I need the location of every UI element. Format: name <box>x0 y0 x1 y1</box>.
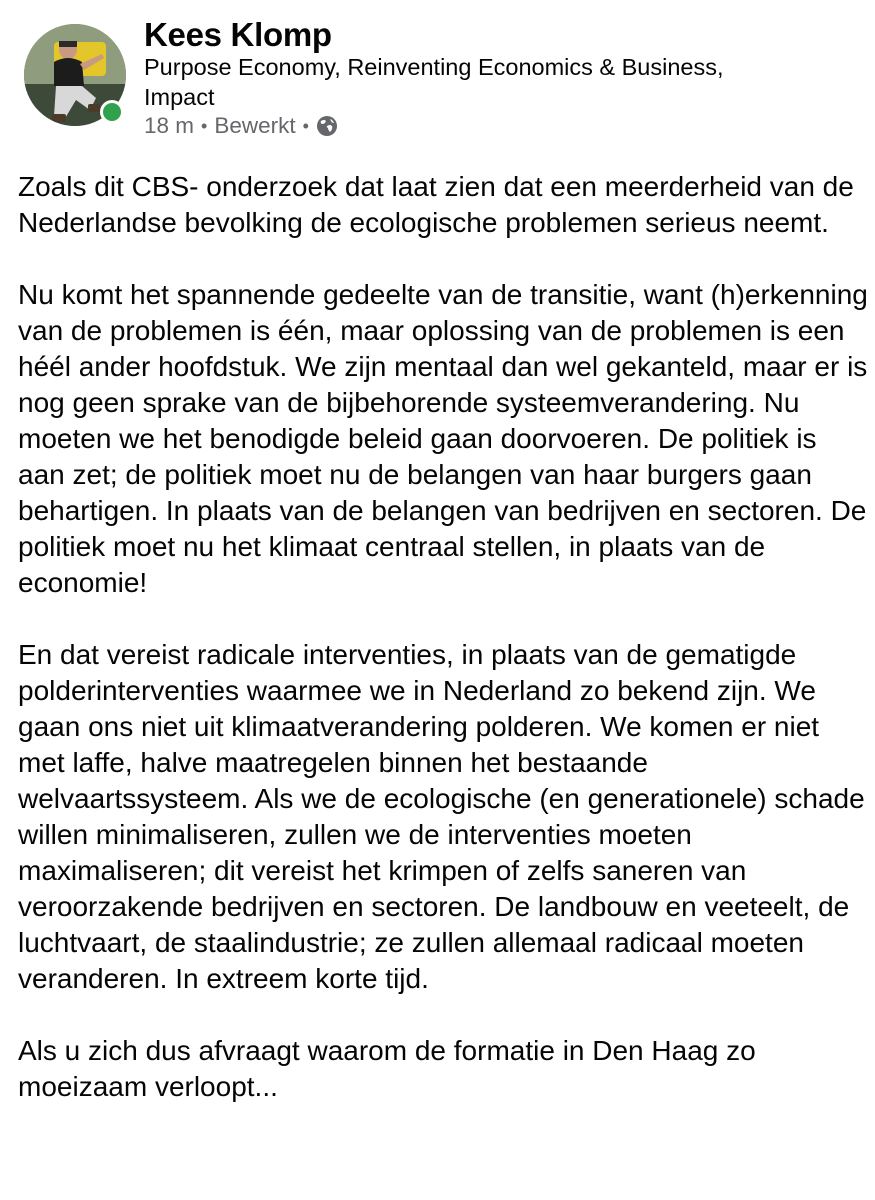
author-name[interactable]: Kees Klomp <box>144 16 332 53</box>
post-paragraph: Als u zich dus afvraagt waarom de formatie in Den Haag zo moeizaam verloopt... <box>18 1035 756 1102</box>
post-header <box>24 16 854 140</box>
post-paragraph: Zoals dit CBS- onderzoek dat laat zien dat een meerderheid van de Nederlandse bevolking de ecologische problemen serieus neemt. <box>18 171 854 238</box>
post-text <box>18 169 868 1105</box>
online-status-icon <box>100 100 124 124</box>
edited-label: Bewerkt <box>214 113 296 138</box>
meta-separator: • <box>201 115 208 136</box>
post-time[interactable]: 18 m <box>144 113 195 138</box>
post-paragraph: Nu komt het spannende gedeelte van de transitie, want (h)erkenning van de problemen is één, maar oplossing van de problemen is een héél ander hoofdstuk. We zijn mentaal dan wel gekanteld, maar er is nog geen sprake van de bijbehorende systeemverandering. Nu moeten we het benodigde beleid gaan doorvoeren. De politiek is aan zet; de politiek moet nu de belangen van haar burgers gaan behartigen. In plaats van de belangen van bedrijven en sectoren. De politiek moet nu het klimaat centraal stellen, in plaats van de economie! <box>18 279 868 598</box>
avatar[interactable] <box>24 24 126 126</box>
author-headline: Purpose Economy, Reinventing Economics & Business, Impact <box>144 54 724 110</box>
meta-separator: • <box>302 115 309 136</box>
post-meta <box>144 113 338 139</box>
post-paragraph: En dat vereist radicale interventies, in plaats van de gematigde polderinterventies waarmee we in Nederland zo bekend zijn. We gaan ons niet uit klimaatverandering polderen. We komen er niet met laffe, halve maatregelen binnen het bestaande welvaartssysteem. Als we de ecologische (en generationele) schade willen minimaliseren, zullen we de interventies moeten maximaliseren; dit vereist het krimpen of zelfs saneren van veroorzakende bedrijven en sectoren. De landbouw en veeteelt, de luchtvaart, de staalindustrie; ze zullen allemaal radicaal moeten veranderen. In extreem korte tijd. <box>18 639 865 994</box>
globe-icon <box>316 115 338 137</box>
